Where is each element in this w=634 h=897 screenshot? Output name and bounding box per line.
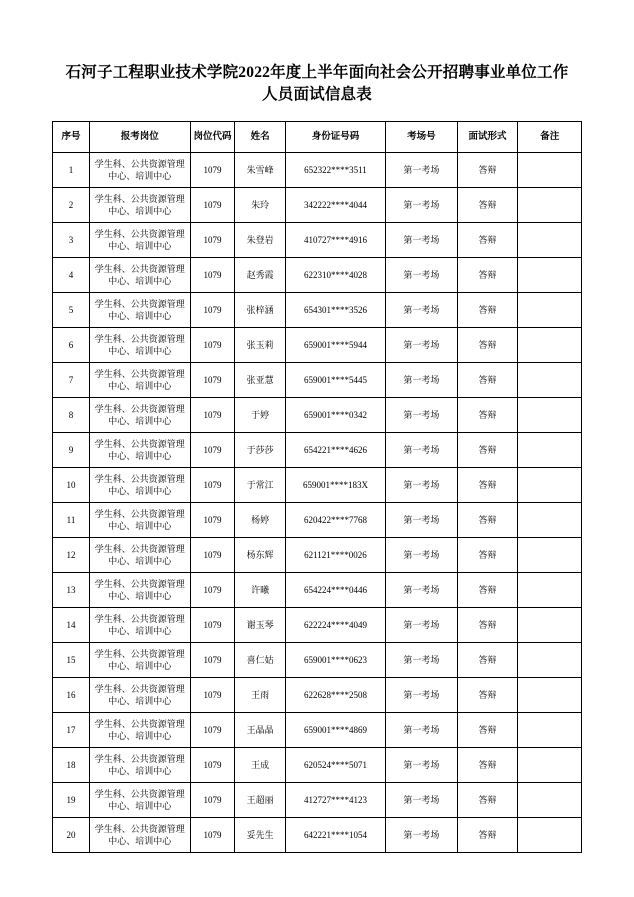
cell-index: 8: [53, 397, 90, 432]
table-row: [53, 642, 582, 677]
cell-index: 9: [53, 432, 90, 467]
cell-id: 412727****4123: [285, 782, 386, 817]
cell-note: [518, 607, 582, 642]
cell-index: 3: [53, 222, 90, 257]
cell-form: 答辩: [457, 397, 518, 432]
column-header-post: 报考岗位: [90, 121, 191, 152]
cell-post: 学生科、公共资源管理中心、培训中心: [90, 537, 191, 572]
cell-note: [518, 152, 582, 187]
cell-post: 学生科、公共资源管理中心、培训中心: [90, 572, 191, 607]
cell-id: 659001****183X: [285, 467, 386, 502]
cell-post: 学生科、公共资源管理中心、培训中心: [90, 432, 191, 467]
cell-code: 1079: [190, 257, 235, 292]
cell-note: [518, 572, 582, 607]
table-row: [53, 747, 582, 782]
cell-id: 622310****4028: [285, 257, 386, 292]
cell-note: [518, 222, 582, 257]
cell-index: 2: [53, 187, 90, 222]
cell-name: 张亚慧: [235, 362, 285, 397]
cell-form: 答辩: [457, 677, 518, 712]
cell-form: 答辩: [457, 222, 518, 257]
cell-name: 王成: [235, 747, 285, 782]
cell-post: 学生科、公共资源管理中心、培训中心: [90, 222, 191, 257]
table-row: [53, 537, 582, 572]
cell-code: 1079: [190, 432, 235, 467]
cell-post: 学生科、公共资源管理中心、培训中心: [90, 712, 191, 747]
cell-note: [518, 537, 582, 572]
cell-code: 1079: [190, 362, 235, 397]
cell-name: 王晶晶: [235, 712, 285, 747]
cell-name: 杨婷: [235, 502, 285, 537]
cell-code: 1079: [190, 572, 235, 607]
cell-form: 答辩: [457, 817, 518, 852]
interview-info-table: [52, 121, 582, 853]
cell-code: 1079: [190, 187, 235, 222]
cell-post: 学生科、公共资源管理中心、培训中心: [90, 607, 191, 642]
cell-name: 张梓涵: [235, 292, 285, 327]
cell-form: 答辩: [457, 642, 518, 677]
cell-form: 答辩: [457, 502, 518, 537]
cell-note: [518, 502, 582, 537]
cell-name: 朱玲: [235, 187, 285, 222]
cell-id: 659001****5944: [285, 327, 386, 362]
page-title: 石河子工程职业技术学院2022年度上半年面向社会公开招聘事业单位工作人员面试信息表: [65, 64, 569, 104]
cell-index: 18: [53, 747, 90, 782]
cell-post: 学生科、公共资源管理中心、培训中心: [90, 187, 191, 222]
cell-code: 1079: [190, 607, 235, 642]
table-row: [53, 607, 582, 642]
cell-id: 410727****4916: [285, 222, 386, 257]
cell-index: 14: [53, 607, 90, 642]
cell-form: 答辩: [457, 537, 518, 572]
cell-post: 学生科、公共资源管理中心、培训中心: [90, 642, 191, 677]
cell-name: 于莎莎: [235, 432, 285, 467]
cell-post: 学生科、公共资源管理中心、培训中心: [90, 257, 191, 292]
cell-name: 谢玉琴: [235, 607, 285, 642]
cell-code: 1079: [190, 782, 235, 817]
cell-code: 1079: [190, 712, 235, 747]
cell-name: 于婷: [235, 397, 285, 432]
cell-id: 654221****4626: [285, 432, 386, 467]
cell-index: 6: [53, 327, 90, 362]
table-row: [53, 397, 582, 432]
cell-form: 答辩: [457, 607, 518, 642]
table-row: [53, 432, 582, 467]
table-row: [53, 782, 582, 817]
cell-id: 659001****0623: [285, 642, 386, 677]
table-header-row: [53, 121, 582, 152]
cell-form: 答辩: [457, 327, 518, 362]
cell-code: 1079: [190, 292, 235, 327]
cell-note: [518, 642, 582, 677]
cell-post: 学生科、公共资源管理中心、培训中心: [90, 502, 191, 537]
cell-note: [518, 817, 582, 852]
table-body: [53, 152, 582, 852]
table-row: [53, 677, 582, 712]
cell-id: 622224****4049: [285, 607, 386, 642]
cell-room: 第一考场: [386, 257, 457, 292]
cell-name: 王雨: [235, 677, 285, 712]
cell-id: 652322****3511: [285, 152, 386, 187]
cell-post: 学生科、公共资源管理中心、培训中心: [90, 397, 191, 432]
cell-post: 学生科、公共资源管理中心、培训中心: [90, 152, 191, 187]
cell-id: 659001****0342: [285, 397, 386, 432]
cell-note: [518, 467, 582, 502]
cell-note: [518, 432, 582, 467]
cell-form: 答辩: [457, 257, 518, 292]
cell-form: 答辩: [457, 152, 518, 187]
cell-form: 答辩: [457, 782, 518, 817]
cell-id: 621121****0026: [285, 537, 386, 572]
cell-id: 622628****2508: [285, 677, 386, 712]
cell-post: 学生科、公共资源管理中心、培训中心: [90, 362, 191, 397]
table-row: [53, 467, 582, 502]
cell-code: 1079: [190, 747, 235, 782]
cell-form: 答辩: [457, 187, 518, 222]
cell-room: 第一考场: [386, 817, 457, 852]
cell-code: 1079: [190, 502, 235, 537]
table-row: [53, 327, 582, 362]
cell-post: 学生科、公共资源管理中心、培训中心: [90, 292, 191, 327]
cell-index: 7: [53, 362, 90, 397]
table-row: [53, 712, 582, 747]
cell-id: 659001****4869: [285, 712, 386, 747]
cell-room: 第一考场: [386, 397, 457, 432]
cell-id: 620422****7768: [285, 502, 386, 537]
cell-post: 学生科、公共资源管理中心、培训中心: [90, 327, 191, 362]
cell-index: 19: [53, 782, 90, 817]
table-row: [53, 222, 582, 257]
cell-form: 答辩: [457, 362, 518, 397]
cell-post: 学生科、公共资源管理中心、培训中心: [90, 747, 191, 782]
cell-room: 第一考场: [386, 187, 457, 222]
column-header-name: 姓名: [235, 121, 285, 152]
cell-index: 10: [53, 467, 90, 502]
table-row: [53, 817, 582, 852]
cell-id: 654301****3526: [285, 292, 386, 327]
cell-index: 5: [53, 292, 90, 327]
cell-post: 学生科、公共资源管理中心、培训中心: [90, 782, 191, 817]
table-row: [53, 152, 582, 187]
cell-room: 第一考场: [386, 362, 457, 397]
cell-room: 第一考场: [386, 607, 457, 642]
cell-room: 第一考场: [386, 712, 457, 747]
cell-note: [518, 677, 582, 712]
column-header-form: 面试形式: [457, 121, 518, 152]
cell-room: 第一考场: [386, 537, 457, 572]
column-header-note: 备注: [518, 121, 582, 152]
cell-id: 620524****5071: [285, 747, 386, 782]
cell-code: 1079: [190, 397, 235, 432]
cell-room: 第一考场: [386, 327, 457, 362]
table-row: [53, 572, 582, 607]
cell-room: 第一考场: [386, 747, 457, 782]
cell-note: [518, 747, 582, 782]
cell-name: 朱登岩: [235, 222, 285, 257]
cell-room: 第一考场: [386, 467, 457, 502]
cell-index: 15: [53, 642, 90, 677]
cell-code: 1079: [190, 152, 235, 187]
cell-form: 答辩: [457, 292, 518, 327]
cell-room: 第一考场: [386, 677, 457, 712]
cell-index: 16: [53, 677, 90, 712]
cell-name: 张玉莉: [235, 327, 285, 362]
cell-room: 第一考场: [386, 432, 457, 467]
cell-room: 第一考场: [386, 502, 457, 537]
cell-id: 654224****0446: [285, 572, 386, 607]
cell-name: 妥先生: [235, 817, 285, 852]
column-header-room: 考场号: [386, 121, 457, 152]
cell-note: [518, 292, 582, 327]
cell-code: 1079: [190, 677, 235, 712]
cell-room: 第一考场: [386, 642, 457, 677]
cell-id: 642221****1054: [285, 817, 386, 852]
cell-code: 1079: [190, 642, 235, 677]
cell-name: 王超丽: [235, 782, 285, 817]
cell-note: [518, 187, 582, 222]
column-header-code: 岗位代码: [190, 121, 235, 152]
cell-post: 学生科、公共资源管理中心、培训中心: [90, 677, 191, 712]
cell-room: 第一考场: [386, 782, 457, 817]
cell-note: [518, 712, 582, 747]
cell-code: 1079: [190, 467, 235, 502]
cell-name: 赵秀霞: [235, 257, 285, 292]
cell-note: [518, 782, 582, 817]
cell-note: [518, 397, 582, 432]
column-header-id: 身份证号码: [285, 121, 386, 152]
cell-form: 答辩: [457, 432, 518, 467]
table-row: [53, 187, 582, 222]
cell-name: 许曦: [235, 572, 285, 607]
cell-code: 1079: [190, 327, 235, 362]
cell-note: [518, 362, 582, 397]
cell-form: 答辩: [457, 467, 518, 502]
cell-index: 4: [53, 257, 90, 292]
cell-post: 学生科、公共资源管理中心、培训中心: [90, 467, 191, 502]
cell-name: 朱雪峰: [235, 152, 285, 187]
cell-index: 13: [53, 572, 90, 607]
cell-index: 17: [53, 712, 90, 747]
table-row: [53, 292, 582, 327]
cell-code: 1079: [190, 222, 235, 257]
cell-index: 20: [53, 817, 90, 852]
table-row: [53, 362, 582, 397]
column-header-index: 序号: [53, 121, 90, 152]
cell-name: 于常江: [235, 467, 285, 502]
cell-name: 喜仁姑: [235, 642, 285, 677]
table-row: [53, 502, 582, 537]
cell-form: 答辩: [457, 712, 518, 747]
cell-form: 答辩: [457, 572, 518, 607]
cell-room: 第一考场: [386, 152, 457, 187]
cell-id: 342222****4044: [285, 187, 386, 222]
cell-index: 11: [53, 502, 90, 537]
cell-index: 12: [53, 537, 90, 572]
cell-room: 第一考场: [386, 292, 457, 327]
cell-code: 1079: [190, 537, 235, 572]
cell-note: [518, 257, 582, 292]
cell-room: 第一考场: [386, 572, 457, 607]
cell-form: 答辩: [457, 747, 518, 782]
cell-code: 1079: [190, 817, 235, 852]
cell-note: [518, 327, 582, 362]
cell-post: 学生科、公共资源管理中心、培训中心: [90, 817, 191, 852]
cell-name: 杨东辉: [235, 537, 285, 572]
table-row: [53, 257, 582, 292]
cell-index: 1: [53, 152, 90, 187]
cell-room: 第一考场: [386, 222, 457, 257]
cell-id: 659001****5445: [285, 362, 386, 397]
